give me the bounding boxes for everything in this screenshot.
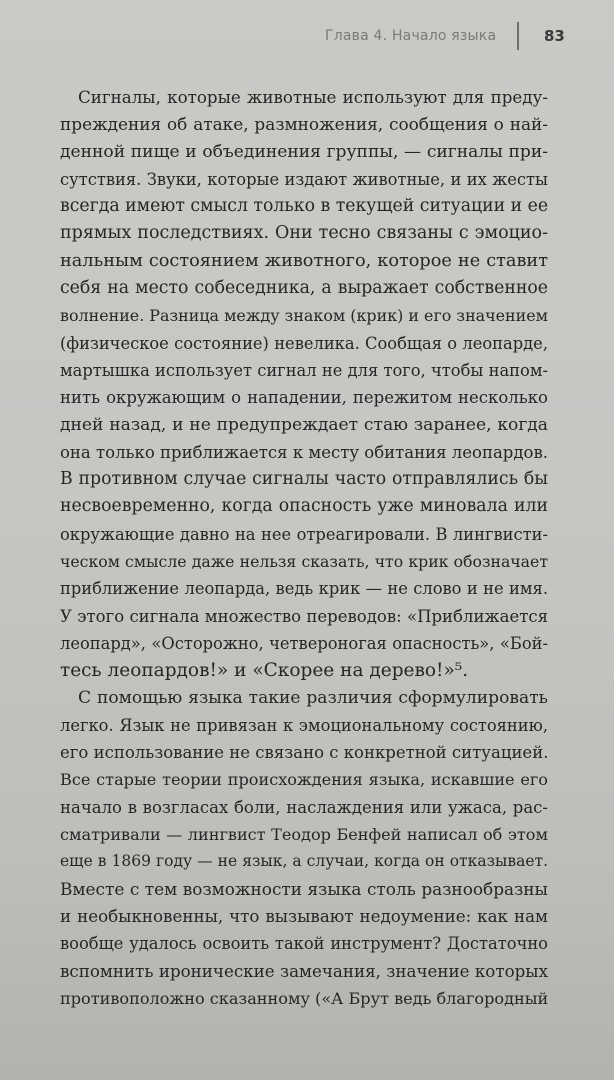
text-line: денной пище и объединения группы, — сигналы при- bbox=[60, 141, 548, 162]
text-line: начало в возгласах боли, наслаждения или ужаса, рас- bbox=[60, 797, 548, 817]
text-line: вспомнить иронические замечания, значение которых bbox=[60, 960, 548, 981]
header-divider bbox=[517, 22, 519, 50]
text-line: себя на место собеседника, а выражает собственное bbox=[60, 278, 548, 299]
running-header bbox=[0, 28, 614, 50]
text-line: она только приближается к месту обитания леопардов. bbox=[60, 442, 548, 462]
text-line: его использование не связано с конкретной ситуацией. bbox=[60, 743, 549, 763]
text-line: преждения об атаке, размножения, сообщения о най- bbox=[60, 114, 548, 135]
text-line: приближение леопарда, ведь крик — не слово и не имя. bbox=[60, 579, 548, 599]
text-line: (физическое состояние) невелика. Сообщая о леопарде, bbox=[60, 333, 548, 353]
text-line: сутствия. Звуки, которые издают животные, и их жесты bbox=[60, 169, 548, 189]
text-line: Все старые теории происхождения языка, искавшие его bbox=[60, 770, 548, 790]
text-line: нить окружающим о нападении, пережитом несколько bbox=[60, 388, 548, 408]
text-line: Вместе с тем возможности языка столь разнообразны bbox=[60, 878, 548, 899]
text-line: Сигналы, которые животные используют для преду- bbox=[78, 87, 548, 107]
text-line: С помощью языка такие различия сформулировать bbox=[78, 687, 548, 708]
text-line: легко. Язык не привязан к эмоциональному состоянию, bbox=[60, 715, 548, 735]
text-line: леопард», «Осторожно, четвероногая опасность», «Бой- bbox=[60, 633, 548, 653]
text-line: противоположно сказанному («А Брут ведь благородный bbox=[60, 988, 549, 1008]
text-line: всегда имеют смысл только в текущей ситуации и ее bbox=[60, 196, 549, 217]
text-line: вообще удалось освоить такой инструмент? Достаточно bbox=[60, 934, 548, 954]
text-line: дней назад, и не предупреждает стаю заранее, когда bbox=[60, 414, 548, 435]
body-text bbox=[60, 84, 548, 1012]
text-line: еще в 1869 году — не язык, а случаи, когда он отказывает. bbox=[60, 852, 548, 871]
chapter-title: Глава 4. Начало языка bbox=[325, 28, 497, 44]
text-line: тесь леопардов!» и «Скорее на дерево!»⁵. bbox=[60, 660, 469, 682]
page-number: 83 bbox=[544, 27, 565, 45]
text-line: ческом смысле даже нельзя сказать, что крик обозначает bbox=[60, 552, 548, 572]
text-line: прямых последствиях. Они тесно связаны с эмоцио- bbox=[60, 223, 548, 244]
text-line: В противном случае сигналы часто отправлялись бы bbox=[60, 469, 548, 490]
text-line: У этого сигнала множество переводов: «Приближается bbox=[60, 606, 548, 626]
text-line: и необыкновенны, что вызывают недоумение: как нам bbox=[60, 905, 548, 926]
text-line: окружающие давно на нее отреагировали. В лингвисти- bbox=[60, 524, 548, 544]
text-line: нальным состоянием животного, которое не ставит bbox=[60, 250, 548, 271]
text-line: несвоевременно, когда опасность уже миновала или bbox=[60, 496, 548, 517]
text-line: волнение. Разница между знаком (крик) и его значением bbox=[60, 306, 548, 326]
text-line: сматривали — лингвист Теодор Бенфей написал об этом bbox=[60, 825, 548, 845]
text-line: мартышка использует сигнал не для того, чтобы напом- bbox=[60, 360, 548, 380]
